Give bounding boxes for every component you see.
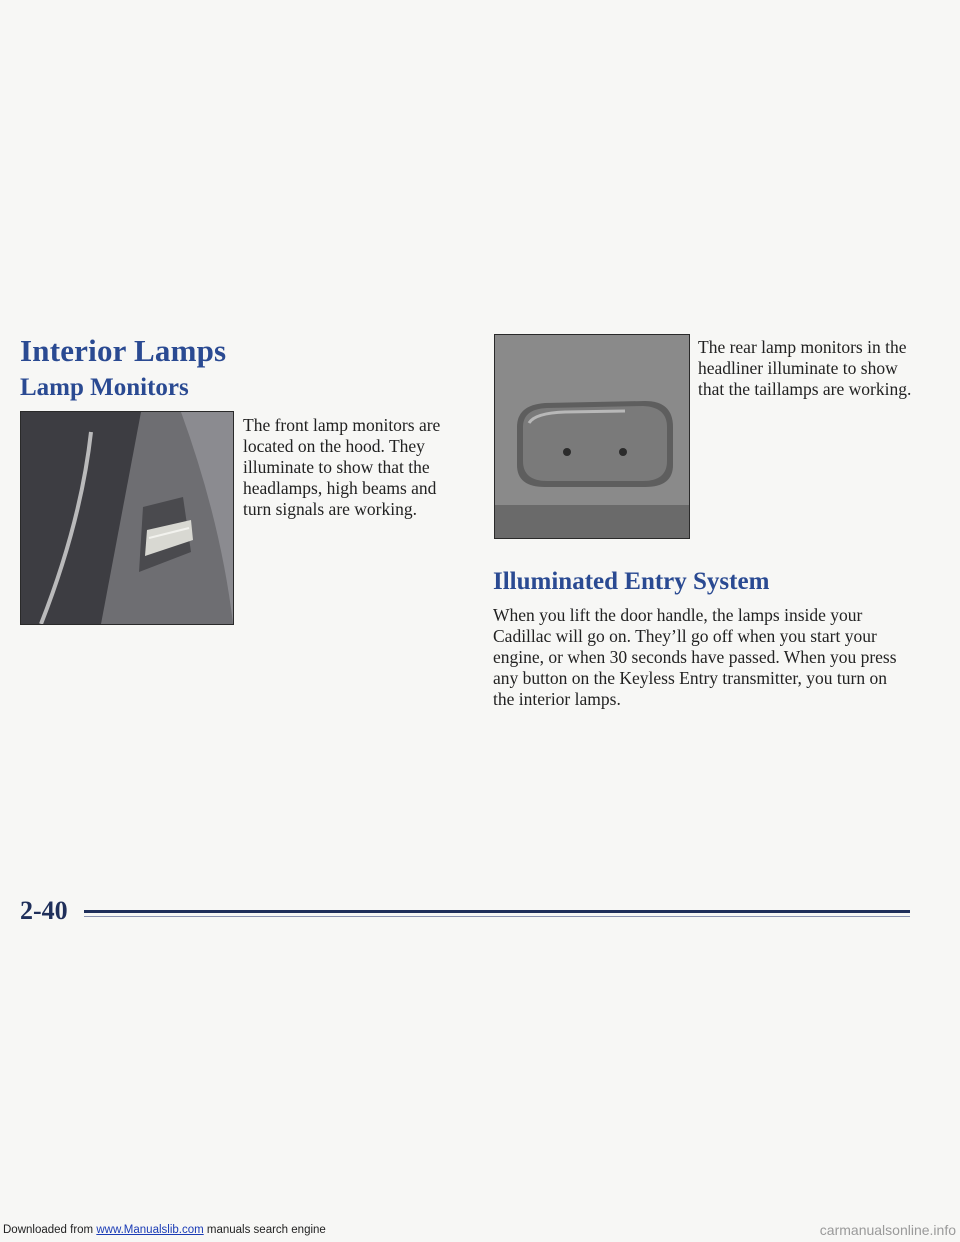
site-watermark: carmanualsonline.info <box>819 1222 956 1238</box>
page-number: 2-40 <box>20 896 68 925</box>
subsection-title-lamp-monitors: Lamp Monitors <box>20 374 189 401</box>
rear-lamp-monitor-illustration <box>495 335 689 538</box>
front-lamp-monitor-photo <box>20 411 234 625</box>
footer-prefix: Downloaded from <box>3 1224 97 1236</box>
download-footer <box>3 1224 326 1236</box>
rear-lamp-monitors-text: The rear lamp monitors in the headliner illuminate to show that the taillamps are working. <box>698 337 912 399</box>
front-lamp-monitors-text: The front lamp monitors are located on the hood. They illuminate to show that the headlamps, high beams and turn signals are working. <box>243 415 441 519</box>
section-title: Interior Lamps <box>20 333 227 368</box>
subsection-title-illuminated-entry: Illuminated Entry System <box>493 568 770 595</box>
footer-rule-thin <box>84 916 910 917</box>
manualslib-link[interactable]: www.Manualslib.com <box>96 1224 204 1236</box>
front-lamp-monitor-illustration <box>21 412 233 624</box>
footer-rule <box>84 910 910 913</box>
illuminated-entry-text: When you lift the door handle, the lamps inside your Cadillac will go on. They’ll go off when you start your engine, or when 30 seconds have passed. When you press any button on the Keyless Entry transmitter, you turn on the interior lamps. <box>493 605 897 709</box>
footer-suffix: manuals search engine <box>203 1224 326 1236</box>
rear-lamp-monitor-photo <box>494 334 690 539</box>
